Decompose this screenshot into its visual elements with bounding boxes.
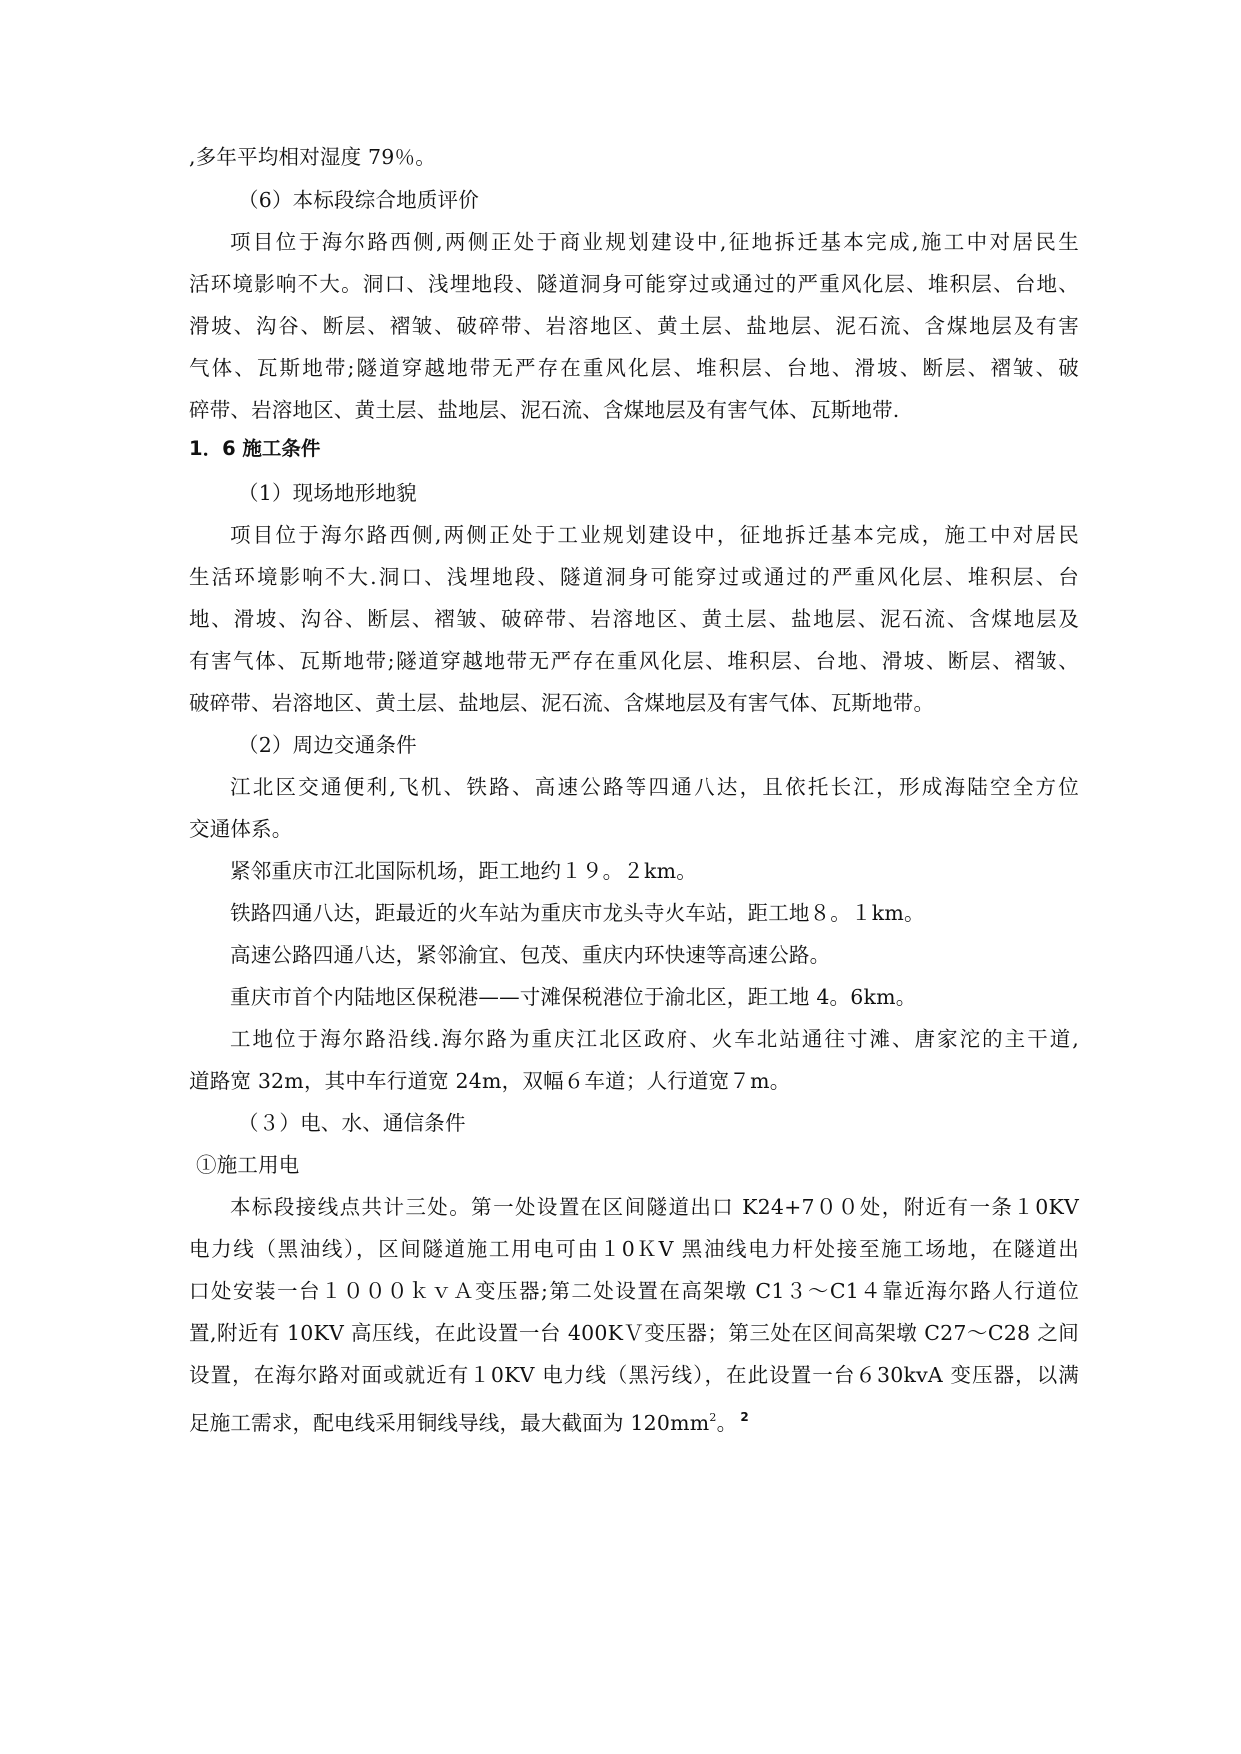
paragraph-line: 项目位于海尔路西侧,两侧正处于工业规划建设中，征地拆迁基本完成，施工中对居民 <box>230 523 1079 547</box>
paragraph-line: 紧邻重庆市江北国际机场，距工地约１９。２km。 <box>230 859 697 883</box>
paragraph-line: 置,附近有 10KV 高压线，在此设置一台 400KＶ变压器；第三处在区间高架墩 C27～C28 之间 <box>189 1321 1079 1345</box>
subsection-heading: （2）周边交通条件 <box>238 733 417 757</box>
paragraph-line: 活环境影响不大。洞口、浅埋地段、隧道洞身可能穿过或通过的严重风化层、堆积层、台地、 <box>189 272 1079 296</box>
superscript: 2 <box>709 1411 717 1424</box>
paragraph-line: 地、滑坡、沟谷、断层、褶皱、破碎带、岩溶地区、黄土层、盐地层、泥石流、含煤地层及 <box>189 607 1079 631</box>
paragraph-line: 项目位于海尔路西侧,两侧正处于商业规划建设中,征地拆迁基本完成,施工中对居民生 <box>230 230 1079 254</box>
footnote-marker: 2 <box>740 1410 749 1424</box>
paragraph-end: 。 <box>716 1411 738 1435</box>
paragraph-line: 高速公路四通八达，紧邻渝宜、包茂、重庆内环快速等高速公路。 <box>230 943 831 967</box>
paragraph-line: 滑坡、沟谷、断层、褶皱、破碎带、岩溶地区、黄土层、盐地层、泥石流、含煤地层及有害 <box>189 314 1079 338</box>
paragraph-line: 破碎带、岩溶地区、黄土层、盐地层、泥石流、含煤地层及有害气体、瓦斯地带。 <box>189 691 935 715</box>
paragraph-line: 生活环境影响不大.洞口、浅埋地段、隧道洞身可能穿过或通过的严重风化层、堆积层、台 <box>189 565 1079 589</box>
paragraph-line <box>189 1403 1079 1437</box>
paragraph-line: 道路宽 32m，其中车行道宽 24m，双幅６车道；人行道宽７m。 <box>189 1069 791 1093</box>
paragraph-line: 碎带、岩溶地区、黄土层、盐地层、泥石流、含煤地层及有害气体、瓦斯地带. <box>189 398 900 422</box>
section-heading: 1．6 施工条件 <box>189 437 321 460</box>
paragraph-line: 有害气体、瓦斯地带;隧道穿越地带无严存在重风化层、堆积层、台地、滑坡、断层、褶皱、 <box>189 649 1079 673</box>
subsection-heading: （6）本标段综合地质评价 <box>238 188 479 212</box>
subsection-heading: （1）现场地形地貌 <box>238 481 417 505</box>
text-line: ,多年平均相对湿度 79％。 <box>189 145 436 169</box>
paragraph-line: 工地位于海尔路沿线.海尔路为重庆江北区政府、火车北站通往寸滩、唐家沱的主干道, <box>230 1027 1079 1051</box>
paragraph-line: 口处安装一台１０００ｋｖＡ变压器;第二处设置在高架墩 C1３～C1４靠近海尔路人行道位 <box>189 1279 1079 1303</box>
item-heading: ①施工用电 <box>196 1153 300 1177</box>
paragraph-line: 气体、瓦斯地带;隧道穿越地带无严存在重风化层、堆积层、台地、滑坡、断层、褶皱、破 <box>189 356 1079 380</box>
paragraph-line: 本标段接线点共计三处。第一处设置在区间隧道出口 K24+7００处，附近有一条１0KV <box>230 1195 1079 1219</box>
paragraph-line: 江北区交通便利,飞机、铁路、高速公路等四通八达，且依托长江，形成海陆空全方位 <box>230 775 1079 799</box>
paragraph-line: 设置，在海尔路对面或就近有１0KV 电力线（黑污线），在此设置一台６30kvA 变压器，以满 <box>189 1363 1079 1387</box>
paragraph-line: 电力线（黑油线），区间隧道施工用电可由１0ＫV 黑油线电力杆处接至施工场地，在隧道出 <box>189 1237 1079 1261</box>
paragraph-line: 重庆市首个内陆地区保税港——寸滩保税港位于渝北区，距工地 4。6km。 <box>230 985 917 1009</box>
subsection-heading: （３）电、水、通信条件 <box>238 1111 466 1135</box>
paragraph-line: 铁路四通八达，距最近的火车站为重庆市龙头寺火车站，距工地８。１km。 <box>230 901 925 925</box>
paragraph-line: 交通体系。 <box>189 817 293 841</box>
paragraph-text: 足施工需求，配电线采用铜线导线，最大截面为 120mm <box>189 1411 710 1435</box>
